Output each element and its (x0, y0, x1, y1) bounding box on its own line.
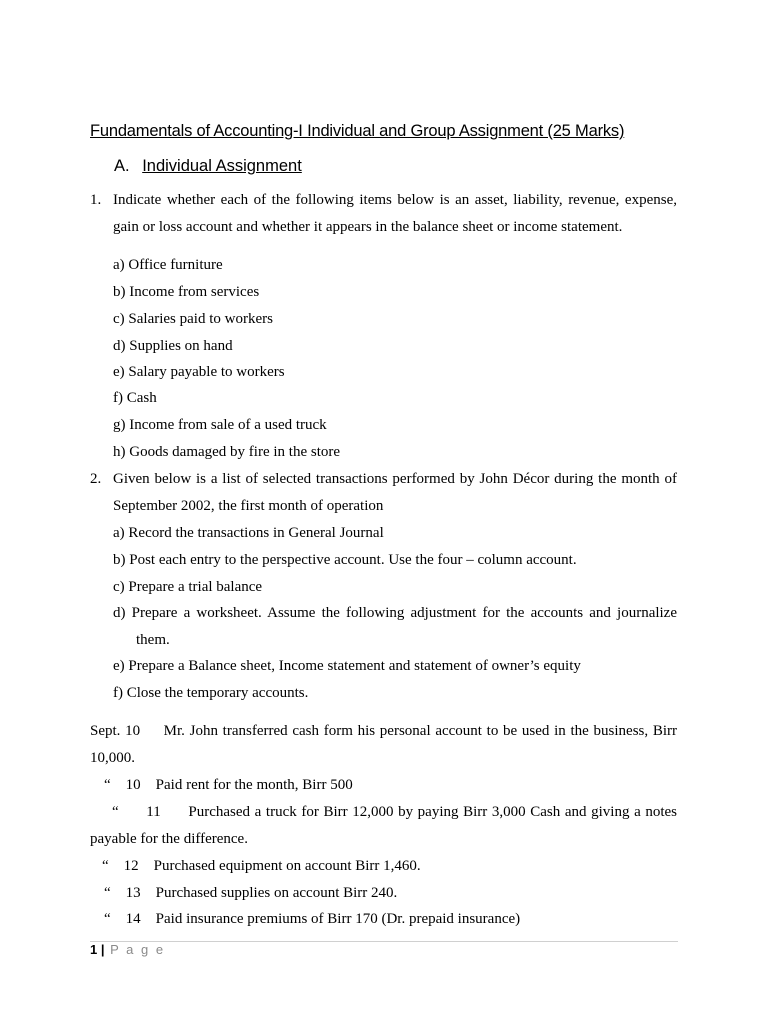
q1-item-a: a) Office furniture (113, 257, 223, 273)
transaction-sept-14: “ 14 Paid insurance premiums of Birr 170 (Dr. prepaid insurance) (104, 911, 521, 927)
section-a-label: Individual Assignment (142, 157, 302, 175)
transaction-sept-10-cash-line1: Sept. 10 Mr. John transferred cash form his personal account to be used in the business, Birr (90, 723, 677, 739)
q1-item-g: g) Income from sale of a used truck (113, 417, 327, 433)
q2-item-f: f) Close the temporary accounts. (113, 685, 309, 701)
page-label: P a g e (110, 942, 166, 957)
q1-item-e: e) Salary payable to workers (113, 364, 285, 380)
q2-item-e: e) Prepare a Balance sheet, Income statement and statement of owner’s equity (113, 658, 581, 674)
document-title: Fundamentals of Accounting-I Individual and Group Assignment (25 Marks) (90, 122, 625, 140)
q1-item-d: d) Supplies on hand (113, 338, 233, 354)
transaction-sept-11-line1: “ 11 Purchased a truck for Birr 12,000 by paying Birr 3,000 Cash and giving a notes (112, 804, 677, 820)
q2-number: 2. (90, 471, 102, 487)
section-a-letter: A. (114, 157, 130, 175)
q2-text-line2: September 2002, the first month of operation (113, 498, 384, 514)
q2-item-a: a) Record the transactions in General Journal (113, 525, 384, 541)
page-separator: | (100, 942, 105, 957)
q1-item-c: c) Salaries paid to workers (113, 311, 273, 327)
q1-item-h: h) Goods damaged by fire in the store (113, 444, 341, 460)
transaction-sept-13: “ 13 Purchased supplies on account Birr 240. (104, 885, 398, 901)
transaction-sept-12: “ 12 Purchased equipment on account Birr 1,460. (102, 858, 421, 874)
transaction-sept-11-line2: payable for the difference. (90, 831, 248, 847)
transaction-sept-10-rent: “ 10 Paid rent for the month, Birr 500 (104, 777, 353, 793)
q2-item-d-line2: them. (136, 632, 170, 648)
q1-text-line2: gain or loss account and whether it appears in the balance sheet or income statement. (113, 219, 623, 235)
footer-divider (90, 941, 678, 942)
q1-item-f: f) Cash (113, 390, 157, 406)
q2-text-line1: Given below is a list of selected transactions performed by John Décor during the month of (113, 471, 677, 487)
section-a-heading (114, 157, 302, 176)
q1-number: 1. (90, 192, 102, 208)
q1-item-b: b) Income from services (113, 284, 260, 300)
q2-item-c: c) Prepare a trial balance (113, 579, 263, 595)
q2-item-d-line1: d) Prepare a worksheet. Assume the following adjustment for the accounts and journalize (113, 605, 677, 621)
q2-item-b: b) Post each entry to the perspective account. Use the four – column account. (113, 552, 577, 568)
transaction-sept-10-cash-line2: 10,000. (90, 750, 135, 766)
page-footer (90, 942, 165, 957)
page-number: 1 (90, 942, 98, 957)
q1-text-line1: Indicate whether each of the following items below is an asset, liability, revenue, expense, (113, 192, 677, 208)
